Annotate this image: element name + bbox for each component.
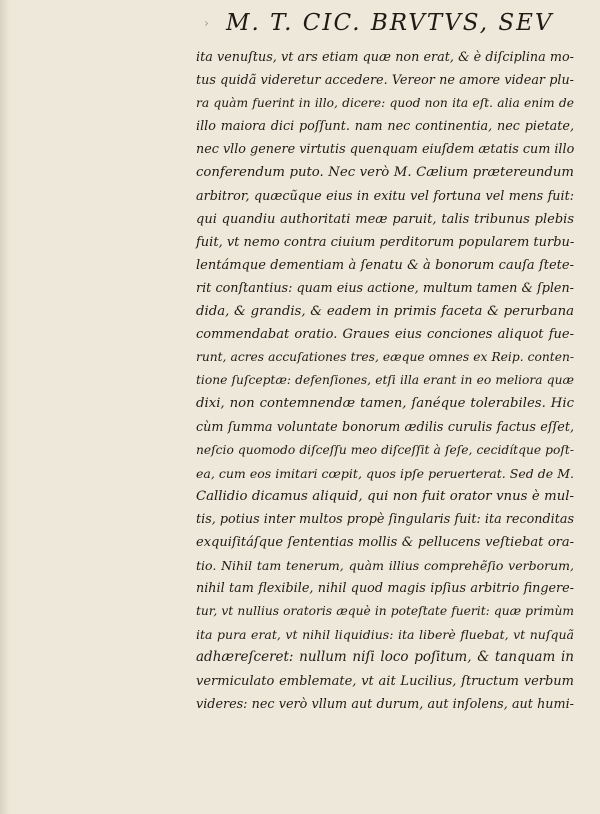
text-line: tus quidã videretur accedere. Vereor ne amore videar plu- bbox=[196, 73, 574, 89]
text-line: vermiculato emblemate, vt ait Lucilius, ſtructum verbum bbox=[196, 673, 574, 689]
text-line: fuit, vt nemo contra ciuium perditorum popularem turbu- bbox=[196, 234, 575, 250]
text-line: neſcio quomodo diſceſſu meo diſceſſit à ſeſe, cecidítque poſt- bbox=[196, 442, 574, 457]
margin-mark: › bbox=[204, 16, 209, 30]
text-line: rit conſtantius: quam eius actione, multum tamen & ſplen- bbox=[196, 280, 574, 296]
text-line: videres: nec verò vllum aut durum, aut inſolens, aut humi- bbox=[196, 696, 574, 712]
text-line: ita venuſtus, vt ars etiam quæ non erat, & è diſciplina mo- bbox=[196, 50, 574, 65]
text-line: ea, cum eos imitari cœpit, quos ipſe peruerterat. Sed de M. bbox=[196, 465, 574, 481]
running-head: M. T. CIC. BRVTVS, SEV bbox=[226, 10, 554, 36]
text-line: lentámque dementiam à ſenatu & à bonorum cauſa ſtete- bbox=[196, 257, 574, 273]
text-line: qui quandiu authoritati meæ paruit, talis tribunus plebis bbox=[196, 211, 574, 227]
text-line: Callidio dicamus aliquid, qui non fuit orator vnus è mul- bbox=[196, 488, 574, 504]
text-line: dixi, non contemnendæ tamen, ſanéque tolerabiles. Hic bbox=[196, 396, 574, 412]
text-line: nihil tam flexibile, nihil quod magis ipſius arbitrio fingere- bbox=[196, 581, 574, 597]
text-line: tis, potius inter multos propè ſingularis fuit: ita reconditas bbox=[196, 511, 574, 527]
text-line: ra quàm fuerint in illo, dicere: quod non ita eſt. alia enim de bbox=[196, 96, 574, 111]
text-line: commendabat oratio. Graues eius conciones aliquot fue- bbox=[196, 327, 574, 343]
text-line: dida, & grandis, & eadem in primis faceta & perurbana bbox=[196, 304, 574, 320]
text-line: tur, vt nullius oratoris æquè in poteſtate fuerit: quæ primùm bbox=[196, 604, 574, 619]
page-gutter-shadow bbox=[0, 0, 10, 814]
text-line: illo maiora dici poſſunt. nam nec continentia, nec pietate, bbox=[196, 119, 574, 135]
text-line: ita pura erat, vt nihil liquidius: ita liberè fluebat, vt nuſquã bbox=[196, 627, 574, 643]
text-line: cùm ſumma voluntate bonorum ædilis curulis factus eſſet, bbox=[196, 419, 574, 435]
text-line: conferendum puto. Nec verò M. Cælium prætereundum bbox=[196, 165, 574, 181]
text-line: arbitror, quæcũque eius in exitu vel fortuna vel mens fuit: bbox=[196, 188, 574, 204]
text-line: runt, acres accuſationes tres, eæque omnes ex Reip. conten- bbox=[196, 350, 574, 365]
text-line: nec vllo genere virtutis quenquam eiuſdem ætatis cum illo bbox=[196, 142, 575, 158]
text-line: exquiſitáſque ſententias mollis & pellucens veſtiebat ora- bbox=[196, 534, 574, 550]
text-line: tione ſuſceptæ: defenſiones, etſi illa erant in eo meliora quæ bbox=[196, 373, 574, 388]
text-line: tio. Nihil tam tenerum, quàm illius comprehẽſio verborum, bbox=[196, 558, 574, 574]
text-line: adhæreſceret: nullum niſi loco poſitum, & tanquam in bbox=[196, 649, 574, 666]
body-text bbox=[196, 46, 574, 716]
